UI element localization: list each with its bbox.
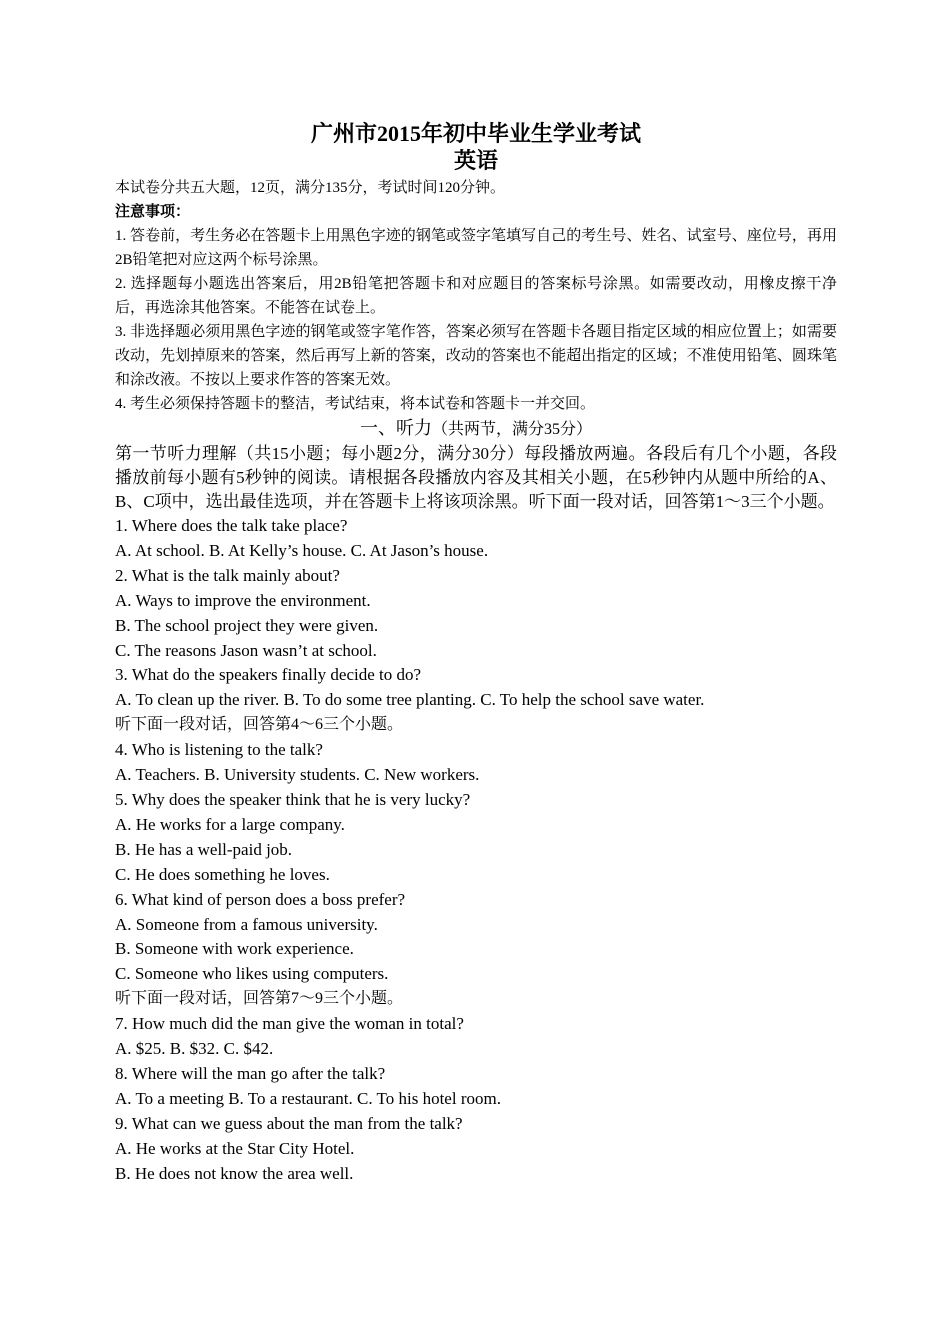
option-line: A. Teachers. B. University students. C. New workers. xyxy=(115,765,480,785)
question-line: 3. What do the speakers finally decide to do? xyxy=(115,665,422,685)
section-score: （共两节，满分35分） xyxy=(431,421,592,438)
instruction-line: 听下面一段对话，回答第4～6三个小题。 xyxy=(115,716,404,734)
option-line: A. $25. B. $32. C. $42. xyxy=(115,1039,274,1059)
notice-item: 3. 非选择题必须用黑色字迹的钢笔或签字笔作答，答案必须写在答题卡各题目指定区域的相应位置上；如需要改动，先划掉原来的答案，然后再写上新的答案，改动的答案也不能超出指定的区域；不准使用铅笔、圆珠笔和涂改液。不按以上要求作答的答案无效。 xyxy=(115,324,837,388)
option-line: A. He works for a large company. xyxy=(115,814,345,834)
instruction-line: 听下面一段对话，回答第7～9三个小题。 xyxy=(115,990,404,1008)
exam-intro: 本试卷分共五大题，12页，满分135分，考试时间120分钟。 xyxy=(115,180,506,196)
notice-item: 4. 考生必须保持答题卡的整洁，考试结束，将本试卷和答题卡一并交回。 xyxy=(115,396,596,412)
option-line: C. Someone who likes using computers. xyxy=(115,964,389,984)
question-line: 5. Why does the speaker think that he is very lucky? xyxy=(115,789,471,809)
option-line: B. The school project they were given. xyxy=(115,615,379,635)
option-line: A. To clean up the river. B. To do some tree planting. C. To help the school save water. xyxy=(115,690,705,710)
option-line: A. At school. B. At Kelly’s house. C. At Jason’s house. xyxy=(115,540,489,560)
option-line: C. The reasons Jason wasn’t at school. xyxy=(115,640,377,660)
question-line: 6. What kind of person does a boss prefer? xyxy=(115,889,406,909)
question-line: 2. What is the talk mainly about? xyxy=(115,565,340,585)
section-title: 一、听力 xyxy=(359,418,432,438)
option-line: B. Someone with work experience. xyxy=(115,939,354,959)
option-line: B. He has a well-paid job. xyxy=(115,839,293,859)
exam-page xyxy=(115,120,837,1186)
part-intro: 第一节听力理解（共15小题；每小题2分，满分30分）每段播放两遍。各段后有几个小题，各段播放前每小题有5秒钟的阅读。请根据各段播放内容及其相关小题，在5秒钟内从题中所给的A、B、C项中，选出最佳选项，并在答题卡上将该项涂黑。听下面一段对话，回答第1～3三个小题。 xyxy=(115,444,837,511)
option-line: C. He does something he loves. xyxy=(115,864,330,884)
section-heading xyxy=(115,416,837,442)
option-line: A. He works at the Star City Hotel. xyxy=(115,1138,355,1158)
question-line: 8. Where will the man go after the talk? xyxy=(115,1063,386,1083)
notice-item: 2. 选择题每小题选出答案后，用2B铅笔把答题卡和对应题目的答案标号涂黑。如需要改动，用橡皮擦干净后，再选涂其他答案。不能答在试卷上。 xyxy=(115,276,837,316)
question-line: 9. What can we guess about the man from the talk? xyxy=(115,1113,463,1133)
option-line: A. Someone from a famous university. xyxy=(115,914,378,934)
option-line: A. Ways to improve the environment. xyxy=(115,590,371,610)
option-line: A. To a meeting B. To a restaurant. C. To his hotel room. xyxy=(115,1088,501,1108)
question-line: 4. Who is listening to the talk? xyxy=(115,740,323,760)
exam-subject: 英语 xyxy=(453,148,498,173)
notice-item: 1. 答卷前，考生务必在答题卡上用黑色字迹的钢笔或签字笔填写自己的考生号、姓名、试室号、座位号，再用2B铅笔把对应这两个标号涂黑。 xyxy=(115,228,837,268)
notice-heading: 注意事项： xyxy=(115,204,191,220)
exam-title: 广州市2015年初中毕业生学业考试 xyxy=(310,121,641,146)
question-line: 1. Where does the talk take place? xyxy=(115,516,348,535)
option-line: B. He does not know the area well. xyxy=(115,1163,354,1183)
question-line: 7. How much did the man give the woman in total? xyxy=(115,1014,464,1034)
